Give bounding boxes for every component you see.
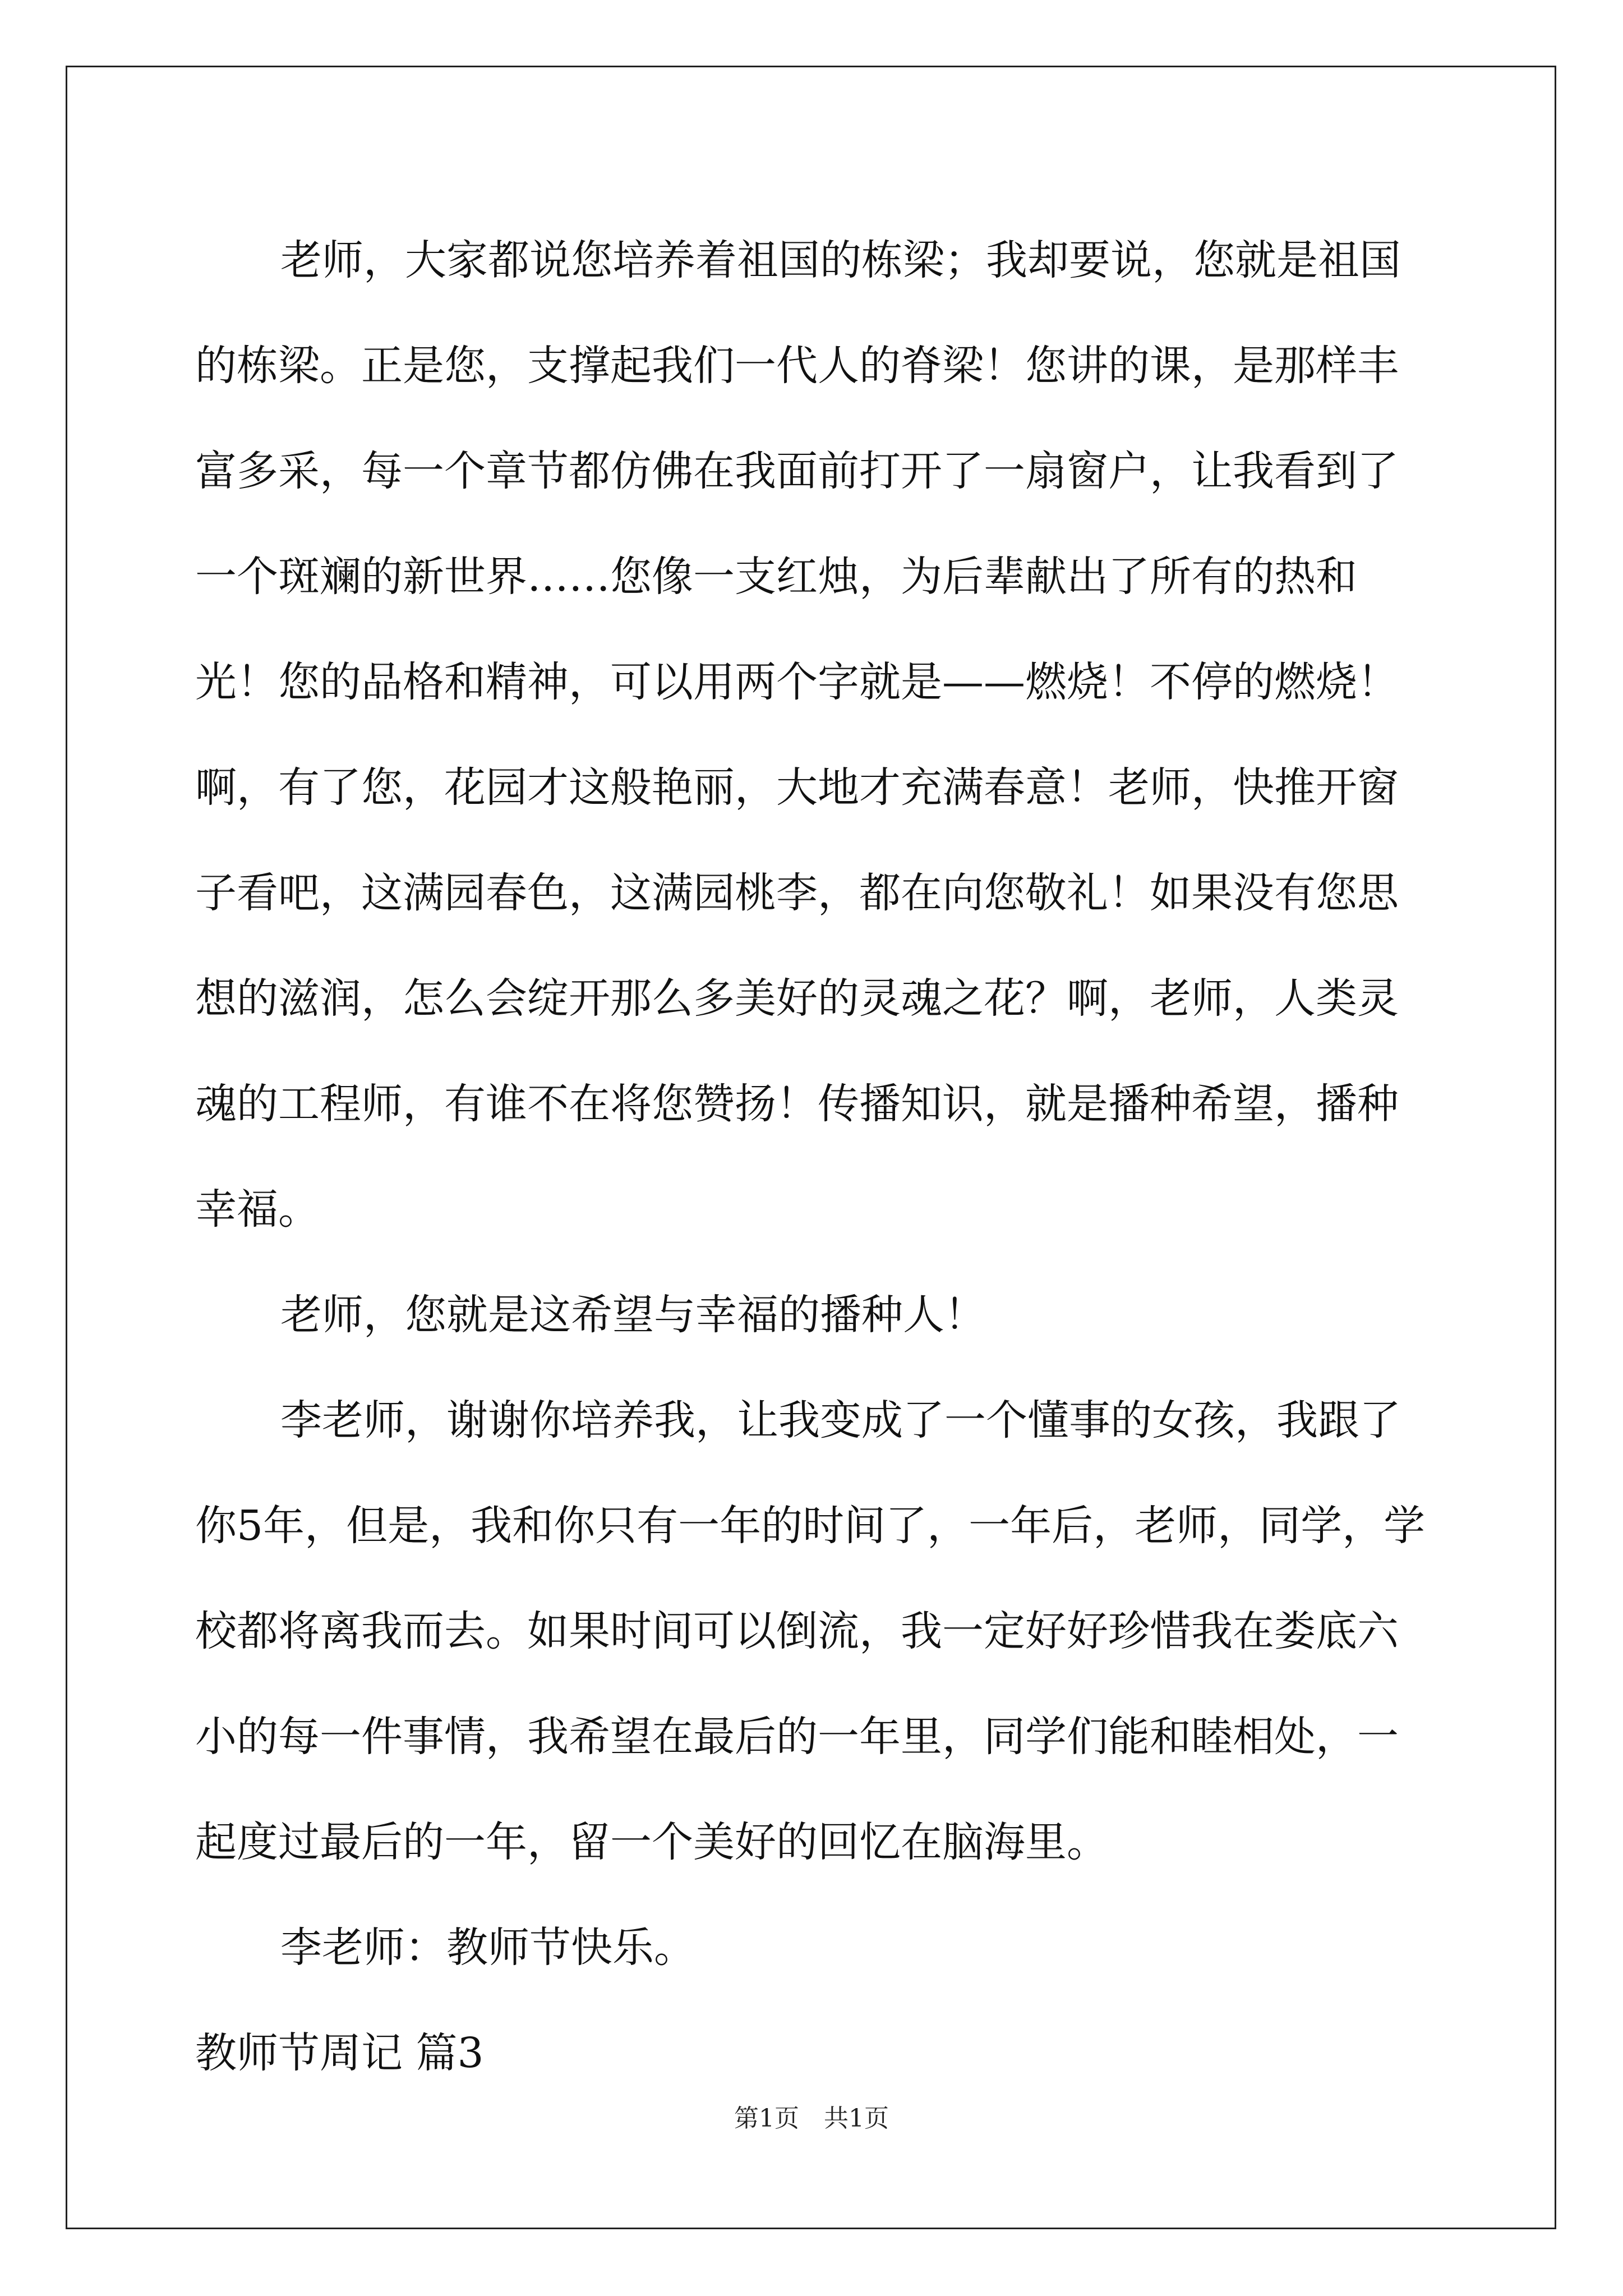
paragraph-thanks-li: 李老师，谢谢你培养我，让我变成了一个懂事的女孩，我跟了你5年，但是，我和你只有一年的时间了，一年后，老师，同学，学校都将离我而去。如果时间可以倒流，我一定好好珍惜我在娄底六小的每一件事情，我希望在最后的一年里，同学们能和睦相处，一起度过最后的一年，留一个美好的回忆在脑海里。: [195, 1396, 1426, 1866]
page-footer: 第1页 共1页: [734, 2104, 889, 2133]
paragraph-greeting: 李老师：教师节快乐。: [280, 1924, 695, 1972]
section-heading: 教师节周记 篇3: [195, 2029, 484, 2077]
paragraph-sower: 老师，您就是这希望与幸福的播种人！: [280, 1291, 986, 1339]
document-body: [195, 208, 1429, 2106]
paragraph-teacher-praise: 老师，大家都说您培养着祖国的栋梁；我却要说，您就是祖国的栋梁。正是您，支撑起我们一代人的脊梁！您讲的课，是那样丰富多采，每一个章节都仿佛在我面前打开了一扇窗户，让我看到了一个斑斓的新世界……您像一支红烛，为后辈献出了所有的热和光！您的品格和精神，可以用两个字就是——燃烧！不停的燃烧！啊，有了您，花园才这般艳丽，大地才充满春意！老师，快推开窗子看吧，这满园春色，这满园桃李，都在向您敬礼！如果没有您思想的滋润，怎么会绽开那么多美好的灵魂之花？啊，老师，人类灵魂的工程师，有谁不在将您赞扬！传播知识，就是播种希望，播种幸福。: [195, 236, 1401, 1234]
